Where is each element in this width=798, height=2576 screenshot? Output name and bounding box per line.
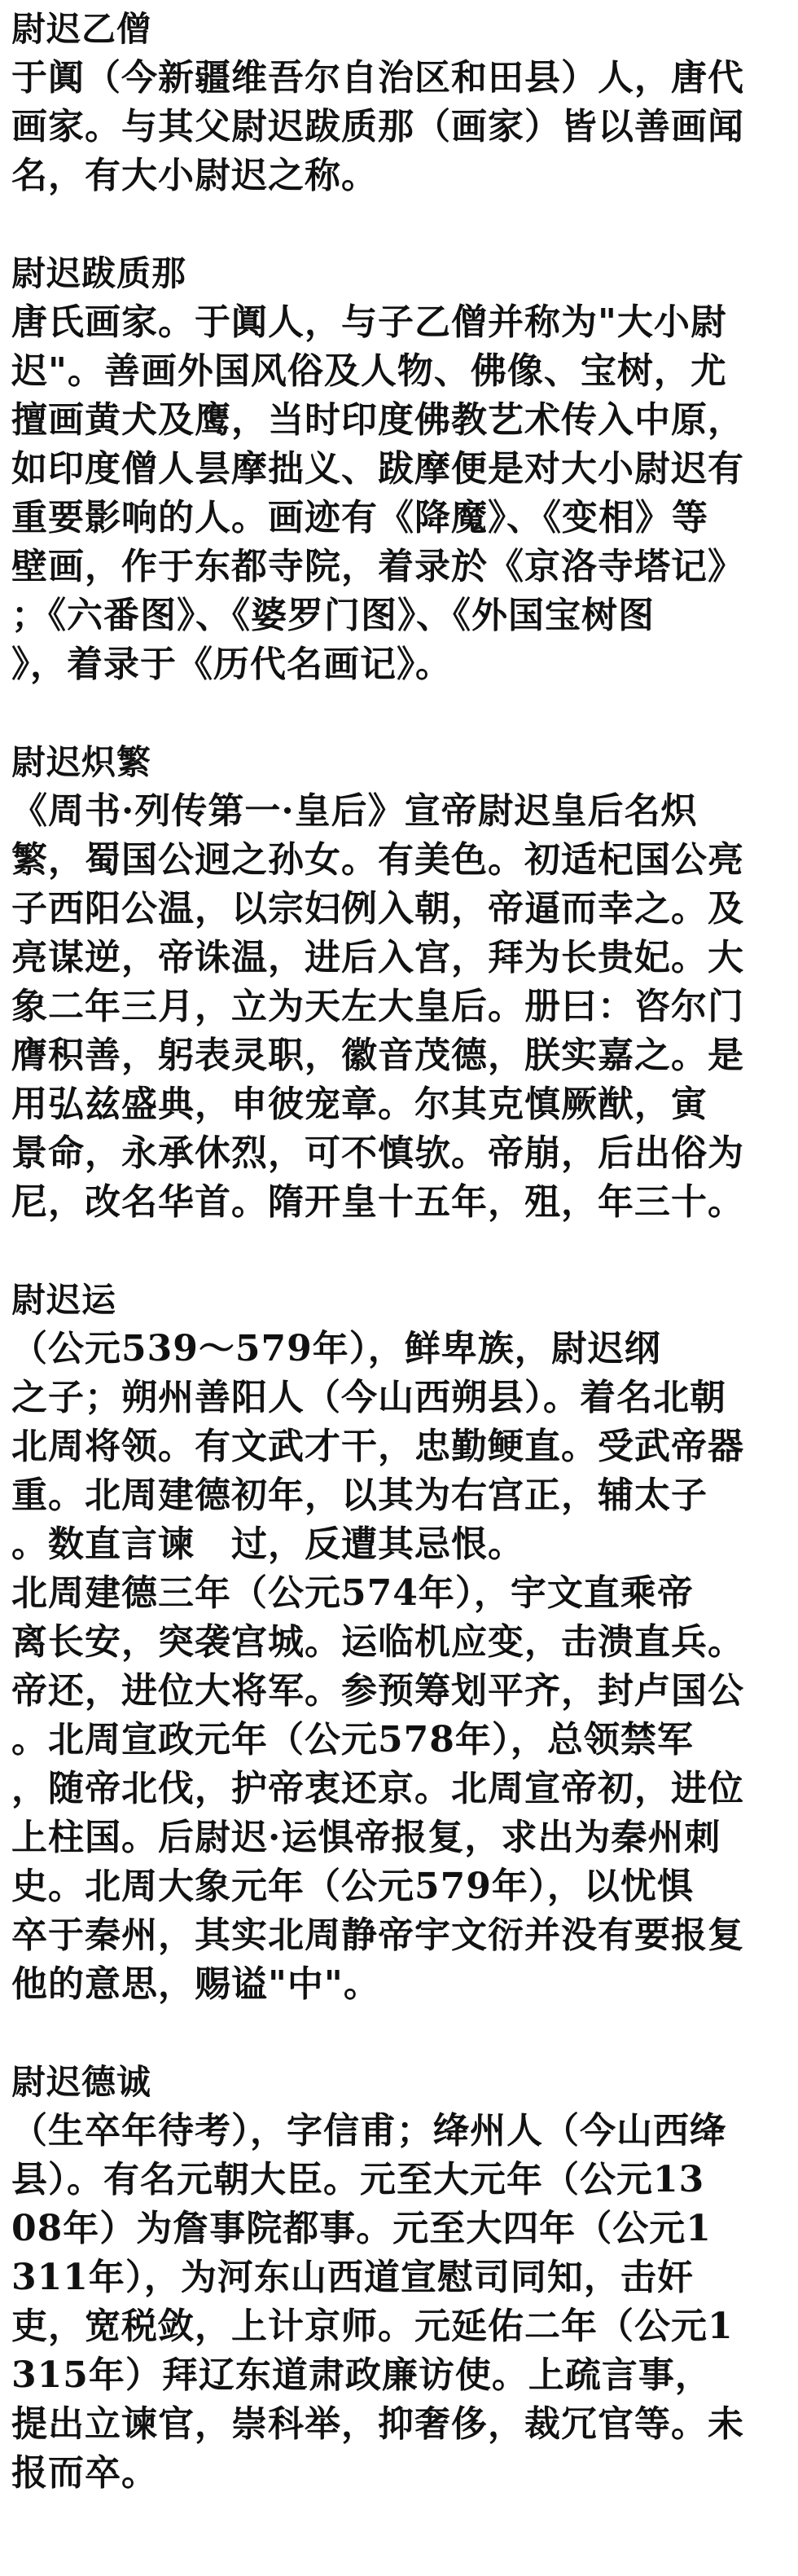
text-line: 象二年三月，立为天左大皇后。册曰：咨尔门 (11, 986, 744, 1027)
text-line: 吏，宽税敛，上计京师。元延佑二年（公元1 (11, 2306, 734, 2347)
text-line: 》，着录于《历代名画记》。 (11, 644, 452, 685)
text-line: 画家。与其父尉迟跋质那（画家）皆以善画闻 (11, 106, 744, 147)
text-line: 如印度僧人昙摩拙义、跋摩便是对大小尉迟有 (11, 448, 744, 490)
text-line: 08年）为詹事院都事。元至大四年（公元1 (11, 2208, 712, 2249)
text-line: ，随帝北伐，护帝衷还京。北周宣帝初，进位 (11, 1768, 744, 1809)
text-line: 他的意思，赐谥"中"。 (11, 1963, 380, 2005)
text-line: 子西阳公温，以宗妇例入朝，帝逼而幸之。及 (11, 888, 744, 930)
text-line: 史。北周大象元年（公元579年），以忧惧 (11, 1866, 694, 1907)
text-line: 名，有大小尉迟之称。 (11, 155, 378, 196)
text-line: 壁画，作于东都寺院，着录於《京洛寺塔记》 (11, 546, 744, 587)
section-title: 尉迟跋质那 (11, 253, 187, 293)
section-title: 尉迟运 (11, 1280, 117, 1320)
text-line: 北周将领。有文武才干，忠勤鲠直。受武帝器 (11, 1426, 744, 1467)
text-line: 亮谋逆，帝诛温，进后入宫，拜为长贵妃。大 (11, 937, 744, 978)
text-line: 重。北周建德初年，以其为右宫正，辅太子 (11, 1475, 708, 1516)
text-line: （生卒年待考），字信甫；绛州人（今山西绛 (11, 2110, 726, 2152)
section-title: 尉迟乙僧 (11, 9, 152, 49)
text-line: 。北周宣政元年（公元578年），总领禁军 (11, 1719, 694, 1761)
text-line: 唐氏画家。于阗人，与子乙僧并称为"大小尉 (11, 301, 727, 343)
section-title: 尉迟德诚 (11, 2062, 152, 2102)
text-line: 膺积善，躬表灵职，徽音茂德，朕实嘉之。是 (11, 1035, 744, 1076)
text-line: 景命，永承休烈，可不慎欤。帝崩，后出俗为 (11, 1132, 744, 1174)
text-line: 擅画黄犬及鹰，当时印度佛教艺术传入中原， (11, 399, 744, 441)
text-line: 上柱国。后尉迟·运惧帝报复，求出为秦州刺 (11, 1817, 721, 1858)
text-line: 帝还，进位大将军。参预筹划平齐，封卢国公 (11, 1670, 744, 1712)
text-line: 繁，蜀国公迥之孙女。有美色。初适杞国公亮 (11, 839, 744, 881)
text-line: ；《六番图》、《婆罗门图》、《外国宝树图 (11, 595, 655, 636)
text-line: （公元539～579年），鲜卑族，尉迟纲 (11, 1328, 661, 1369)
text-line: 卒于秦州，其实北周静帝宇文衍并没有要报复 (11, 1914, 744, 1956)
text-line: 重要影响的人。画迹有《降魔》、《变相》等 (11, 497, 708, 538)
text-line: 县）。有名元朝大臣。元至大元年（公元13 (11, 2159, 705, 2200)
text-line: 离长安，突袭宫城。运临机应变，击溃直兵。 (11, 1621, 744, 1663)
text-line: 。数直言谏 过，反遭其忌恨。 (11, 1523, 524, 1565)
text-line: 之子；朔州善阳人（今山西朔县）。着名北朝 (11, 1377, 726, 1418)
text-line: 迟"。善画外国风俗及人物、佛像、宝树，尤 (11, 350, 727, 392)
text-line: 尼，改名华首。隋开皇十五年，殂，年三十。 (11, 1181, 744, 1223)
text-line: 提出立谏官，崇科举，抑奢侈，裁冗官等。未 (11, 2403, 744, 2445)
text-line: 报而卒。 (11, 2452, 158, 2494)
text-line: 315年）拜辽东道肃政廉访使。上疏言事， (11, 2354, 712, 2396)
section-title: 尉迟炽繁 (11, 742, 152, 782)
text-line: 311年），为河东山西道宣慰司同知，击奸 (11, 2257, 694, 2298)
text-line: 北周建德三年（公元574年），宇文直乘帝 (11, 1572, 694, 1614)
text-line: 用弘兹盛典，申彼宠章。尔其克慎厥猷，寅 (11, 1084, 708, 1125)
text-line: 《周书·列传第一·皇后》宣帝尉迟皇后名炽 (11, 790, 698, 832)
text-line: 于阗（今新疆维吾尔自治区和田县）人，唐代 (11, 57, 744, 99)
